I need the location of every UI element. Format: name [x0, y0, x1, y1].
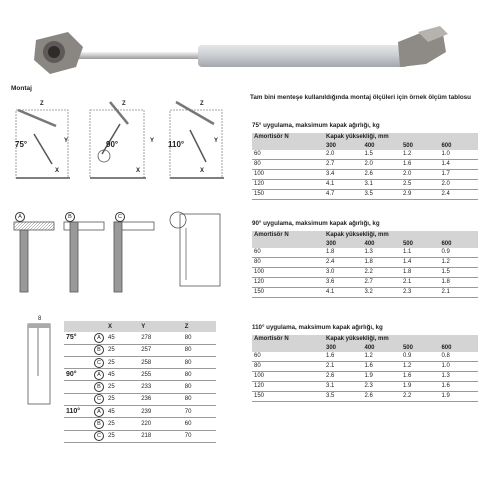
- table-cell: 2.5: [401, 180, 439, 190]
- col-height-3: 600: [439, 344, 478, 352]
- angle-90: 90°: [106, 140, 119, 149]
- mount-angle: 75°: [64, 332, 92, 344]
- col-height-0: 300: [324, 344, 362, 352]
- mount-z: 60: [183, 418, 216, 430]
- table-cell: 60: [252, 150, 324, 160]
- table-cell: 120: [252, 382, 324, 392]
- mount-row: [64, 406, 216, 418]
- dim-x-3: X: [200, 168, 205, 174]
- table-cell: 2.6: [324, 372, 362, 382]
- table-row: [252, 170, 478, 180]
- table-row: [252, 382, 478, 392]
- table-cell: 80: [252, 362, 324, 372]
- mount-y: 255: [139, 369, 183, 381]
- table-cell: 60: [252, 352, 324, 362]
- table-cell: 1.8: [439, 278, 478, 288]
- angle-75: 75°: [15, 140, 28, 149]
- mount-y: 218: [139, 430, 183, 442]
- header-z: Z: [183, 321, 216, 332]
- table-row: [252, 372, 478, 382]
- mount-z: 80: [183, 344, 216, 356]
- option-badge: C: [94, 431, 104, 441]
- table-cell: 80: [252, 258, 324, 268]
- col-height-0: 300: [324, 142, 362, 150]
- gas-spring-image: [28, 12, 458, 82]
- mount-angle: [64, 430, 92, 442]
- table-row: [252, 160, 478, 170]
- table-cell: 2.6: [362, 170, 400, 180]
- col-height-1: 400: [362, 240, 400, 248]
- table-cell: 3.1: [324, 382, 362, 392]
- table-cell: 1.6: [324, 352, 362, 362]
- table-cell: 1.2: [401, 362, 439, 372]
- montage-diagrams: [10, 94, 230, 194]
- table-75: [252, 133, 478, 200]
- col-height-1: 400: [362, 344, 400, 352]
- table-cell: 3.6: [324, 278, 362, 288]
- mount-x: 45: [106, 406, 139, 418]
- col-group-height: Kapak yüksekliği, mm: [324, 335, 478, 344]
- mount-angle: [64, 418, 92, 430]
- table-cell: 1.9: [362, 372, 400, 382]
- dim-y-1: Y: [64, 138, 69, 144]
- mount-x: 45: [106, 332, 139, 344]
- mount-z: 70: [183, 406, 216, 418]
- option-badge: A: [94, 407, 104, 417]
- mount-row: [64, 356, 216, 368]
- table-cell: 0.9: [401, 352, 439, 362]
- mount-angle: [64, 381, 92, 393]
- header-y: Y: [139, 321, 183, 332]
- mount-y: 239: [139, 406, 183, 418]
- dim-8-label: 8: [38, 316, 42, 322]
- col-height-2: 500: [401, 344, 439, 352]
- table-cell: 2.3: [401, 288, 439, 298]
- dim-y-2: Y: [150, 138, 155, 144]
- table-cell: 3.5: [324, 392, 362, 402]
- table-cell: 60: [252, 248, 324, 258]
- mount-y: 220: [139, 418, 183, 430]
- table-cell: 1.6: [362, 362, 400, 372]
- montage-label: Montaj: [11, 85, 32, 92]
- option-b-badge: B: [65, 212, 75, 222]
- col-amortisor: Amortisör N: [252, 231, 324, 240]
- table-cell: 4.1: [324, 180, 362, 190]
- table-cell: 1.8: [362, 258, 400, 268]
- table-cell: 3.5: [362, 190, 400, 200]
- table-cell: 80: [252, 160, 324, 170]
- table-cell: 1.6: [439, 382, 478, 392]
- dim-x-2: X: [136, 168, 141, 174]
- mount-row: [64, 418, 216, 430]
- table-cell: 120: [252, 180, 324, 190]
- table-cell: 100: [252, 170, 324, 180]
- table-cell: 1.4: [401, 258, 439, 268]
- col-height-3: 600: [439, 240, 478, 248]
- table-cell: 1.3: [362, 248, 400, 258]
- table-cell: 1.0: [439, 362, 478, 372]
- mount-side-diagram: [26, 316, 54, 408]
- table-row: [252, 362, 478, 372]
- table-row: [252, 150, 478, 160]
- table-row: [252, 248, 478, 258]
- mount-x: 25: [106, 430, 139, 442]
- table-cell: 2.1: [324, 362, 362, 372]
- table-cell: 4.1: [324, 288, 362, 298]
- mount-row: [64, 344, 216, 356]
- table-header-row: [252, 133, 478, 142]
- table-row: [252, 190, 478, 200]
- table-cell: 1.1: [401, 248, 439, 258]
- table-cell: 1.2: [439, 258, 478, 268]
- table-cell: 3.2: [362, 288, 400, 298]
- table-110: [252, 335, 478, 402]
- mount-dimensions-table: [64, 321, 216, 443]
- mount-z: 80: [183, 369, 216, 381]
- mount-y: 233: [139, 381, 183, 393]
- col-height-0: 300: [324, 240, 362, 248]
- col-height-2: 500: [401, 142, 439, 150]
- table-row: [252, 268, 478, 278]
- mount-x: 25: [106, 344, 139, 356]
- table-cell: 2.4: [324, 258, 362, 268]
- table-cell: 0.9: [439, 248, 478, 258]
- mount-x: 25: [106, 393, 139, 405]
- table-cell: 150: [252, 392, 324, 402]
- table-75-title: 75° uygulama, maksimum kapak ağırlığı, kg: [252, 122, 380, 129]
- option-badge: C: [94, 358, 104, 368]
- table-cell: 1.4: [439, 160, 478, 170]
- dim-z-1: Z: [40, 101, 44, 107]
- angle-110: 110°: [168, 140, 185, 149]
- intro-text: Tam bini menteşe kullanıldığında montaj ölçüleri için örnek ölçüm tablosu: [250, 94, 472, 101]
- table-cell: 2.0: [439, 180, 478, 190]
- table-90: [252, 231, 478, 298]
- table-cell: 2.7: [324, 160, 362, 170]
- table-row: [252, 180, 478, 190]
- table-cell: 1.0: [439, 150, 478, 160]
- mount-row: [64, 430, 216, 442]
- mount-row: [64, 332, 216, 344]
- table-cell: 2.1: [401, 278, 439, 288]
- table-cell: 150: [252, 190, 324, 200]
- option-badge: B: [94, 345, 104, 355]
- mount-table-header: [64, 321, 216, 332]
- option-a-badge: A: [15, 212, 25, 222]
- mount-y: 257: [139, 344, 183, 356]
- table-cell: 2.6: [362, 392, 400, 402]
- table-row: [252, 392, 478, 402]
- mount-y: 278: [139, 332, 183, 344]
- option-badge: B: [94, 419, 104, 429]
- mount-z: 80: [183, 381, 216, 393]
- table-cell: 100: [252, 268, 324, 278]
- option-badge: B: [94, 382, 104, 392]
- table-row: [252, 258, 478, 268]
- table-cell: 3.4: [324, 170, 362, 180]
- mount-z: 80: [183, 393, 216, 405]
- col-group-height: Kapak yüksekliği, mm: [324, 231, 478, 240]
- mount-row: [64, 381, 216, 393]
- table-subheader-row: [252, 344, 478, 352]
- mount-angle: 110°: [64, 406, 92, 418]
- table-cell: 2.2: [362, 268, 400, 278]
- table-cell: 1.5: [362, 150, 400, 160]
- table-cell: 4.7: [324, 190, 362, 200]
- table-subheader-row: [252, 240, 478, 248]
- table-row: [252, 352, 478, 362]
- mount-z: 80: [183, 332, 216, 344]
- mount-row: [64, 369, 216, 381]
- option-badge: A: [94, 370, 104, 380]
- col-amortisor: Amortisör N: [252, 335, 324, 344]
- table-cell: 2.0: [324, 150, 362, 160]
- option-c-badge: C: [115, 212, 125, 222]
- mount-y: 258: [139, 356, 183, 368]
- table-cell: 2.0: [362, 160, 400, 170]
- table-cell: 1.9: [401, 382, 439, 392]
- mount-z: 80: [183, 356, 216, 368]
- table-cell: 2.4: [439, 190, 478, 200]
- table-header-row: [252, 335, 478, 344]
- table-cell: 2.7: [362, 278, 400, 288]
- table-cell: 1.6: [401, 160, 439, 170]
- col-height-1: 400: [362, 142, 400, 150]
- dim-z-2: Z: [122, 101, 126, 107]
- header-x: X: [106, 321, 139, 332]
- table-cell: 2.1: [439, 288, 478, 298]
- table-cell: 1.7: [439, 170, 478, 180]
- table-cell: 150: [252, 288, 324, 298]
- mount-z: 70: [183, 430, 216, 442]
- mount-angle: [64, 393, 92, 405]
- option-badge: A: [94, 333, 104, 343]
- table-cell: 1.3: [439, 372, 478, 382]
- mount-angle: [64, 344, 92, 356]
- mount-row: [64, 393, 216, 405]
- table-cell: 120: [252, 278, 324, 288]
- table-cell: 1.6: [401, 372, 439, 382]
- table-cell: 0.8: [439, 352, 478, 362]
- table-cell: 1.5: [439, 268, 478, 278]
- table-cell: 2.3: [362, 382, 400, 392]
- table-cell: 1.9: [439, 392, 478, 402]
- mount-x: 25: [106, 356, 139, 368]
- dim-y-3: Y: [214, 138, 219, 144]
- table-cell: 2.0: [401, 170, 439, 180]
- table-cell: 1.8: [324, 248, 362, 258]
- col-height-2: 500: [401, 240, 439, 248]
- col-group-height: Kapak yüksekliği, mm: [324, 133, 478, 142]
- table-cell: 1.2: [362, 352, 400, 362]
- table-cell: 3.1: [362, 180, 400, 190]
- mount-angle: 90°: [64, 369, 92, 381]
- mount-angle: [64, 356, 92, 368]
- dim-x-1: X: [55, 168, 60, 174]
- table-cell: 3.0: [324, 268, 362, 278]
- option-badge: C: [94, 394, 104, 404]
- col-height-3: 600: [439, 142, 478, 150]
- dim-z-3: Z: [200, 101, 204, 107]
- table-90-title: 90° uygulama, maksimum kapak ağırlığı, kg: [252, 220, 380, 227]
- mount-x: 25: [106, 381, 139, 393]
- mount-x: 45: [106, 369, 139, 381]
- mount-y: 236: [139, 393, 183, 405]
- table-subheader-row: [252, 142, 478, 150]
- table-cell: 2.2: [401, 392, 439, 402]
- table-row: [252, 278, 478, 288]
- col-amortisor: Amortisör N: [252, 133, 324, 142]
- table-110-title: 110° uygulama, maksimum kapak ağırlığı, kg: [252, 324, 383, 331]
- mount-x: 25: [106, 418, 139, 430]
- table-row: [252, 288, 478, 298]
- table-header-row: [252, 231, 478, 240]
- table-cell: 2.9: [401, 190, 439, 200]
- table-cell: 1.8: [401, 268, 439, 278]
- table-cell: 1.2: [401, 150, 439, 160]
- table-cell: 100: [252, 372, 324, 382]
